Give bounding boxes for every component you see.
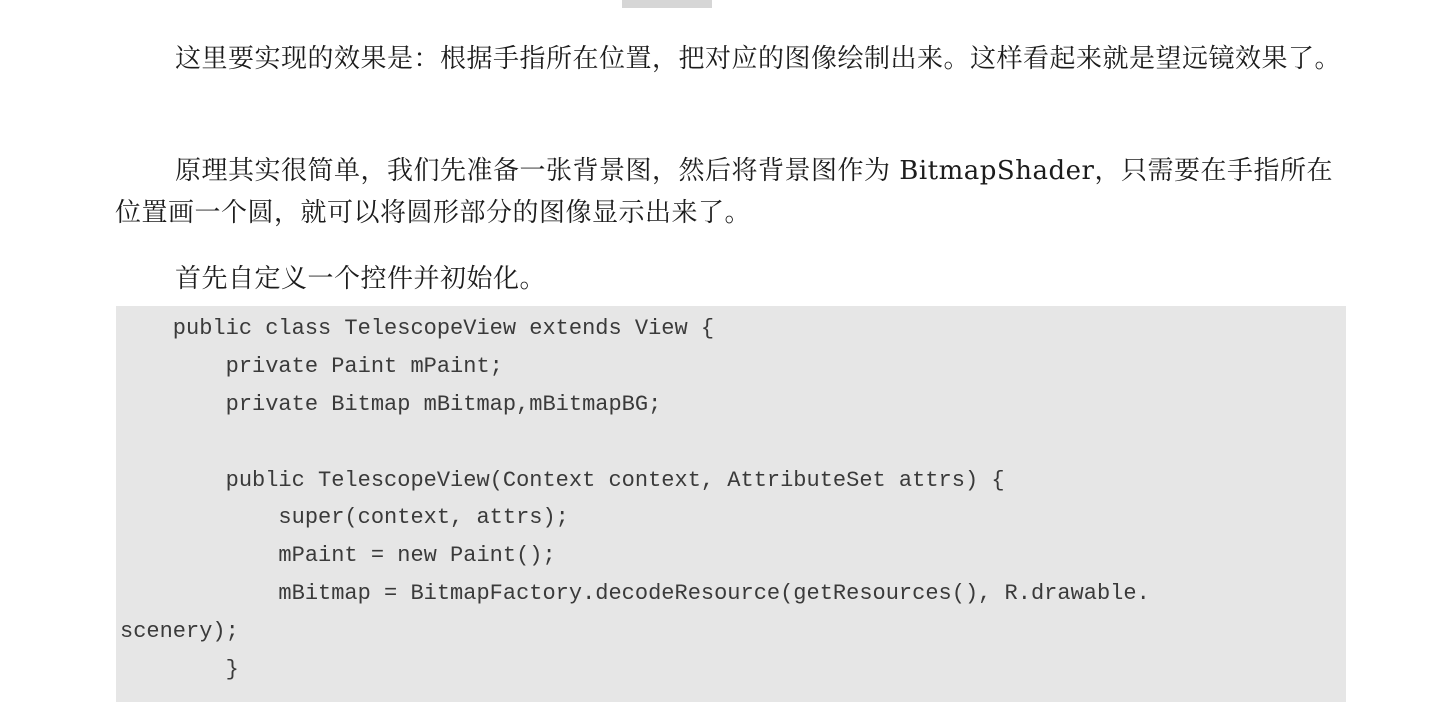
paragraph-telescope-effect: 这里要实现的效果是：根据手指所在位置，把对应的图像绘制出来。这样看起来就是望远镜效果了。 — [175, 44, 1342, 74]
code-line: mPaint = new Paint(); — [120, 543, 556, 569]
code-line: private Paint mPaint; — [120, 353, 503, 379]
code-line — [120, 424, 1150, 462]
page-top-tab — [622, 0, 712, 8]
code-line: mBitmap = BitmapFactory.decodeResource(getResources(), R.drawable. — [120, 581, 1150, 607]
code-line: super(context, attrs); — [120, 505, 569, 531]
code-line: scenery); — [120, 619, 239, 645]
code-line: } — [120, 657, 239, 683]
code-line: private Bitmap mBitmap,mBitmapBG; — [120, 391, 662, 417]
paragraph-principle: 原理其实很简单，我们先准备一张背景图，然后将背景图作为 BitmapShader，只需要在手指所在位置画一个圆，就可以将圆形部分的图像显示出来了。 — [115, 156, 1333, 228]
paragraph-custom-view-intro: 首先自定义一个控件并初始化。 — [175, 264, 547, 294]
code-line: public class TelescopeView extends View { — [120, 316, 715, 341]
code-block — [116, 306, 1346, 702]
code-line: public TelescopeView(Context context, AttributeSet attrs) { — [120, 467, 1005, 493]
